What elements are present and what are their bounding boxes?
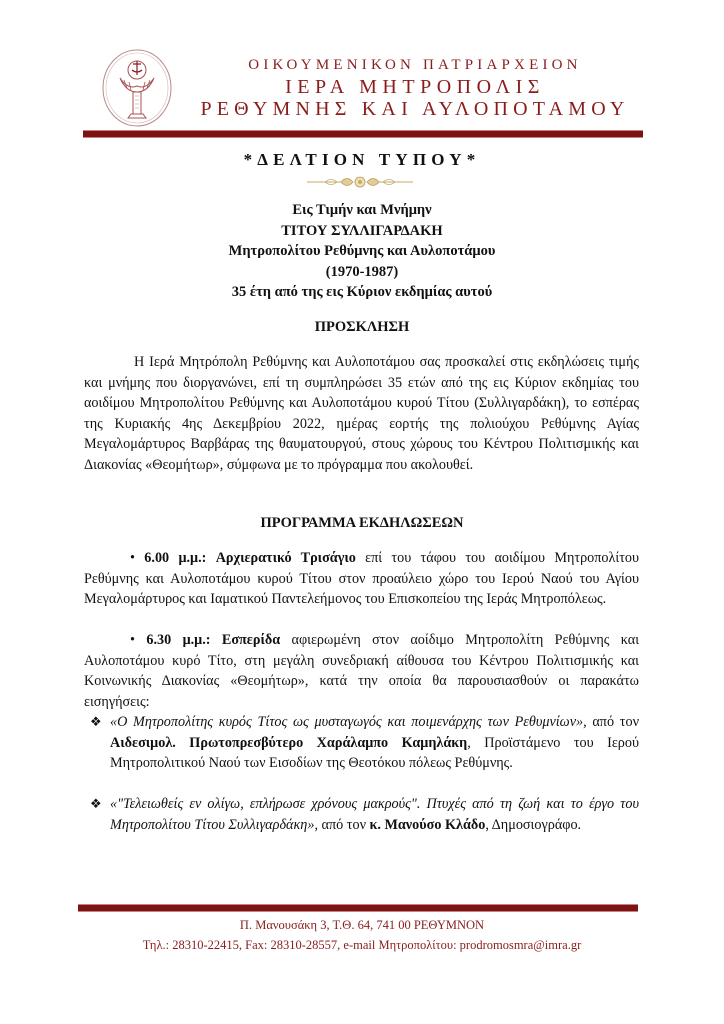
diamond-bullet-icon: ❖ bbox=[90, 714, 102, 729]
bullet: • bbox=[130, 632, 135, 648]
memorial-title bbox=[0, 200, 724, 303]
program-item-event: Αρχιερατικό Τρισάγιο bbox=[215, 550, 356, 566]
program-item bbox=[84, 548, 639, 610]
program-item-event: Εσπερίδα bbox=[221, 632, 281, 648]
talk-item bbox=[90, 794, 639, 835]
title-line-years: (1970-1987) bbox=[325, 263, 399, 280]
metropolis-emblem-icon bbox=[100, 48, 174, 128]
header-patriarchate: ΟΙΚΟΥΜΕΝΙΚΟΝ ΠΑΤΡΙΑΡΧΕΙΟΝ bbox=[248, 57, 582, 73]
talk-speaker: κ. Μανούσο Κλάδο bbox=[369, 816, 486, 833]
talk-title: «Ο Μητροπολίτης κυρός Τίτος ως μυσταγωγός και ποιμενάρχης των Ρεθυμνίων» bbox=[110, 714, 584, 730]
title-line-anniversary: 35 έτη από της εις Κύριον εκδημίας αυτού bbox=[231, 284, 493, 300]
bullet: • bbox=[130, 550, 135, 566]
program-item bbox=[84, 630, 639, 712]
footer-divider bbox=[78, 904, 638, 912]
invitation-paragraph: Η Ιερά Μητρόπολη Ρεθύμνης και Αυλοποτάμου σας προσκαλεί στις εκδηλώσεις τιμής και μνήμης που διοργανώνει, επί τη συμπληρώσει 35 ετών από της εις Κύριον εκδημίας του αοιδίμου Μητροπολίτου Ρεθύμνης και Αυλοποτάμου κυρού Τίτου (Συλλιγαρδάκη), το εσπέρας της Κυριακής 4ης Δεκεμβρίου 2022, ημέρας εορτής της πολιούχου Ρεθύμνης Αγίας Μεγαλομάρτυρος Βαρβάρας της θαυματουργού, στους χώρους του Κέντρου Πολιτισμικής και Διακονίας «Θεομήτωρ», σύμφωνα με το πρόγραμμα που ακολουθεί. bbox=[84, 354, 639, 473]
program-item-text: αφιερωμένη στον αοίδιμο Μητροπολίτη Ρεθύμνης και Αυλοποτάμου κυρό Τίτο, στη μεγάλη συνεδριακή αίθουσα του Κέντρου Πολιτισμικής και Κοινωνικής Διακονίας «Θεομήτωρ», κατά την οποία θα παρουσιασθούν οι παρακάτω εισηγήσεις: bbox=[84, 632, 640, 710]
footer-address: Π. Μανουσάκη 3, Τ.Θ. 64, 741 00 ΡΕΘΥΜΝΟΝ bbox=[239, 918, 485, 932]
header-region: ΡΕΘΥΜΝΗΣ ΚΑΙ ΑΥΛΟΠΟΤΑΜΟΥ bbox=[200, 98, 630, 120]
talk-by: , από τον bbox=[314, 816, 370, 833]
gold-flourish-ornament-icon bbox=[305, 175, 415, 189]
talk-item bbox=[90, 712, 639, 774]
title-line-honor: Εις Τιμήν και Μνήμην bbox=[292, 202, 432, 218]
program-item-time: 6.30 μ.μ.: bbox=[146, 632, 211, 648]
talk-speaker-role: , Δημοσιογράφο. bbox=[485, 816, 582, 833]
program-item-time: 6.00 μ.μ.: bbox=[144, 550, 207, 566]
header-divider bbox=[83, 130, 643, 138]
program-item-text: επί του τάφου του αοιδίμου Μητροπολίτου Ρεθύμνης και Αυλοποτάμου κυρού Τίτου στον προαύλειο χώρο του Ιερού Ναού του Αγίου Μεγαλομάρτυρος και Ιαματικού Παντελεήμονος του Επισκοπείου της Ιεράς Μητροπόλεως. bbox=[84, 550, 640, 607]
title-line-name: ΤΙΤΟΥ ΣΥΛΛΙΓΑΡΔΑΚΗ bbox=[281, 222, 443, 239]
talk-by: , από τον bbox=[583, 714, 639, 730]
talk-speaker-role: , Προϊστάμενο του Ιερού Μητροπολιτικού Ναού των Εισοδίων της Θεοτόκου πόλεως Ρεθύμνης. bbox=[110, 734, 639, 771]
talk-title: «"Τελειωθείς εν ολίγω, επλήρωσε χρόνους μακρούς". Πτυχές από τη ζωή και το έργο του Μητροπολίτου Τίτου Συλλιγαρδάκη» bbox=[110, 796, 639, 833]
footer-contact: Τηλ.: 28310-22415, Fax: 28310-28557, e-mail Μητροπολίτου: prodromosmra@imra.gr bbox=[142, 938, 582, 952]
invitation-heading: ΠΡΟΣΚΛΗΣΗ bbox=[314, 319, 410, 335]
header-metropolis: ΙΕΡΑ ΜΗΤΡΟΠΟΛΙΣ bbox=[285, 76, 545, 98]
diamond-bullet-icon: ❖ bbox=[90, 796, 102, 811]
program-heading: ΠΡΟΓΡΑΜΜΑ ΕΚΔΗΛΩΣΕΩΝ bbox=[260, 515, 464, 531]
title-line-office: Μητροπολίτου Ρεθύμνης και Αυλοποτάμου bbox=[228, 243, 496, 259]
talk-speaker: Αιδεσιμολ. Πρωτοπρεσβύτερο Χαράλαμπο Καμηλάκη bbox=[110, 734, 468, 751]
press-release-label: *ΔΕΛΤΙΟΝ ΤΥΠΟΥ* bbox=[243, 150, 481, 169]
